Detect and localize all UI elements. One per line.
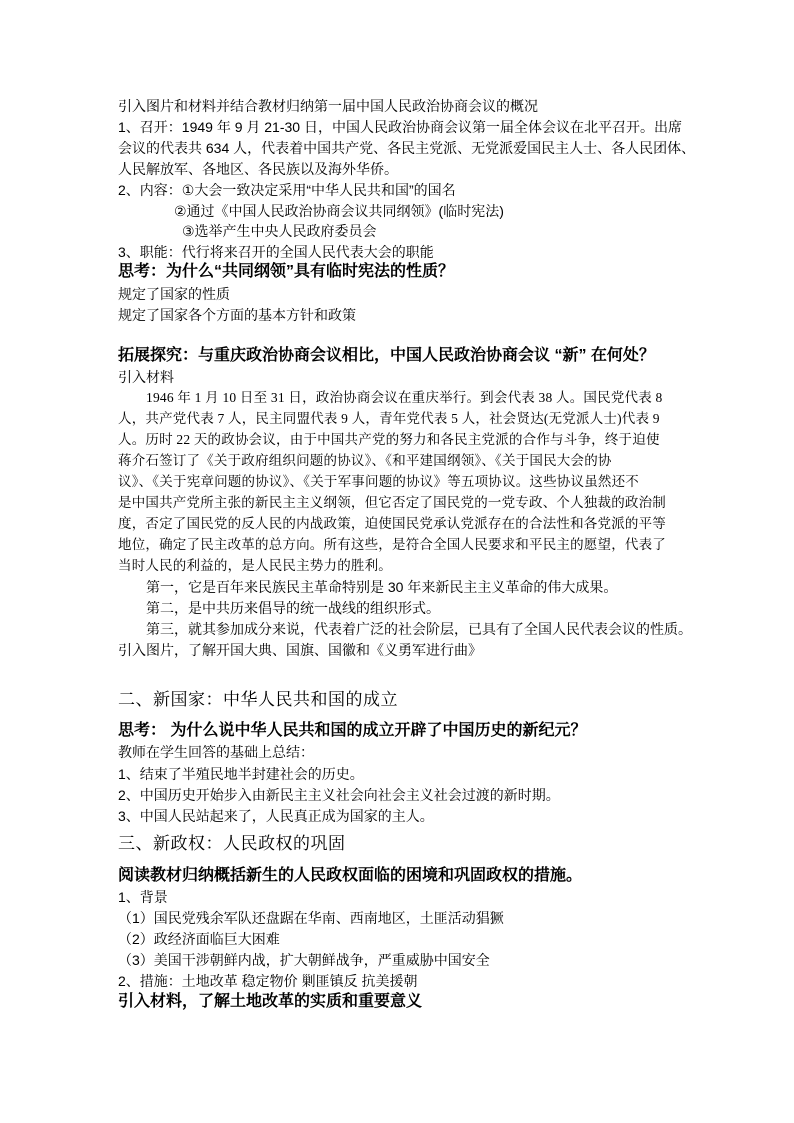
material-line-8: 地位，确定了民主改革的总方向。所有这些，是符合全国人民要求和平民主的愿望，代表了 xyxy=(118,537,666,552)
background-label: 1、背景 xyxy=(118,889,168,905)
convening-line-3: 人民解放军、各地区、各民族以及海外华侨。 xyxy=(118,161,398,177)
summary-intro: 教师在学生回答的基础上总结： xyxy=(118,744,314,760)
think-answer-1: 规定了国家的性质 xyxy=(118,286,230,302)
section-2-think: 思考： 为什么说中华人民共和国的成立开辟了中国历史的新纪元？ xyxy=(118,722,587,739)
background-item-1: （1）国民党残余军队还盘踞在华南、西南地区，土匪活动猖獗 xyxy=(118,910,504,926)
material-line-6: 是中国共产党所主张的新民主主义纲领，但它否定了国民党的一党专政、个人独裁的政治制 xyxy=(118,495,666,510)
image-intro: 引入图片，了解开国大典、国旗、国徽和《义勇军进行曲》 xyxy=(118,642,482,658)
summary-point-2: 2、中国历史开始步入由新民主主义社会向社会主义社会过渡的新时期。 xyxy=(118,787,560,803)
background-item-3: （3）美国干涉朝鲜内战，扩大朝鲜战争，严重威胁中国安全 xyxy=(118,952,490,968)
measures-line: 2、措施：土地改革 稳定物价 剿匪镇反 抗美援朝 xyxy=(118,973,418,989)
content-line-2: ②通过《中国人民政治协商会议共同纲领》(临时宪法) xyxy=(174,203,504,219)
think-question-1: 思考：为什么“共同纲领”具有临时宪法的性质？ xyxy=(118,263,455,280)
section-3-task: 阅读教材归纳概括新生的人民政权面临的困境和巩固政权的措施。 xyxy=(118,867,583,884)
section-3-heading: 三、新政权：人民政权的巩固 xyxy=(118,834,346,853)
content-line-3: ③选举产生中央人民政府委员会 xyxy=(182,223,377,239)
material-line-9: 当时人民的利益的，是人民民主势力的胜利。 xyxy=(118,558,392,573)
explore-question: 拓展探究：与重庆政治协商会议相比，中国人民政治协商会议 “新” 在何处？ xyxy=(118,347,655,364)
material-line-4: 蒋介石签订了《关于政府组织问题的协议》、《和平建国纲领》、《关于国民大会的协 xyxy=(118,453,612,468)
convening-line-1: 1、召开：1949 年 9 月 21-30 日，中国人民政治协商会议第一届全体会议在北平召开。出席 xyxy=(118,119,682,135)
material-line-2: 人，共产党代表 7 人，民主同盟代表 9 人，青年党代表 5 人，社会贤达(无党派人士)代表 9 xyxy=(118,411,660,426)
material-line-5: 议》、《关于宪章问题的协议》、《关于军事问题的协议》等五项协议。这些协议虽然还不 xyxy=(118,474,639,489)
summary-point-1: 1、结束了半殖民地半封建社会的历史。 xyxy=(118,766,364,782)
summary-point-3: 3、中国人民站起来了，人民真正成为国家的主人。 xyxy=(118,808,434,824)
point-3: 第三，就其参加成分来说，代表着广泛的社会阶层，已具有了全国人民代表会议的性质。 xyxy=(146,621,692,637)
point-1: 第一，它是百年来民族民主革命特别是 30 年来新民主主义革命的伟大成果。 xyxy=(146,579,618,595)
material-line-7: 度，否定了国民党的反人民的内战政策，迫使国民党承认党派存在的合法性和各党派的平等 xyxy=(118,516,666,531)
section-2-heading: 二、新国家：中华人民共和国的成立 xyxy=(118,690,398,709)
content-line-1: 2、内容：①大会一致决定采用“中华人民共和国”的国名 xyxy=(118,182,456,198)
convening-line-2: 会议的代表共 634 人，代表着中国共产党、各民主党派、无党派爱国民主人士、各人民团体、 xyxy=(118,140,696,156)
explore-intro: 引入材料 xyxy=(118,369,174,385)
point-2: 第二，是中共历来倡导的统一战线的组织形式。 xyxy=(146,600,440,616)
think-answer-2: 规定了国家各个方面的基本方针和政策 xyxy=(118,307,356,323)
background-item-2: （2）政经济面临巨大困难 xyxy=(118,931,280,947)
closing-line: 引入材料，了解土地改革的实质和重要意义 xyxy=(118,993,423,1010)
function-line: 3、职能：代行将来召开的全国人民代表大会的职能 xyxy=(118,244,434,260)
material-line-1: 1946 年 1 月 10 日至 31 日，政治协商会议在重庆举行。到会代表 38 人。国民党代表 8 xyxy=(146,390,663,405)
material-line-3: 人。历时 22 天的政协会议，由于中国共产党的努力和各民主党派的合作与斗争，终于迫使 xyxy=(118,432,660,447)
intro-line: 引入图片和材料并结合教材归纳第一届中国人民政治协商会议的概况 xyxy=(118,98,538,114)
